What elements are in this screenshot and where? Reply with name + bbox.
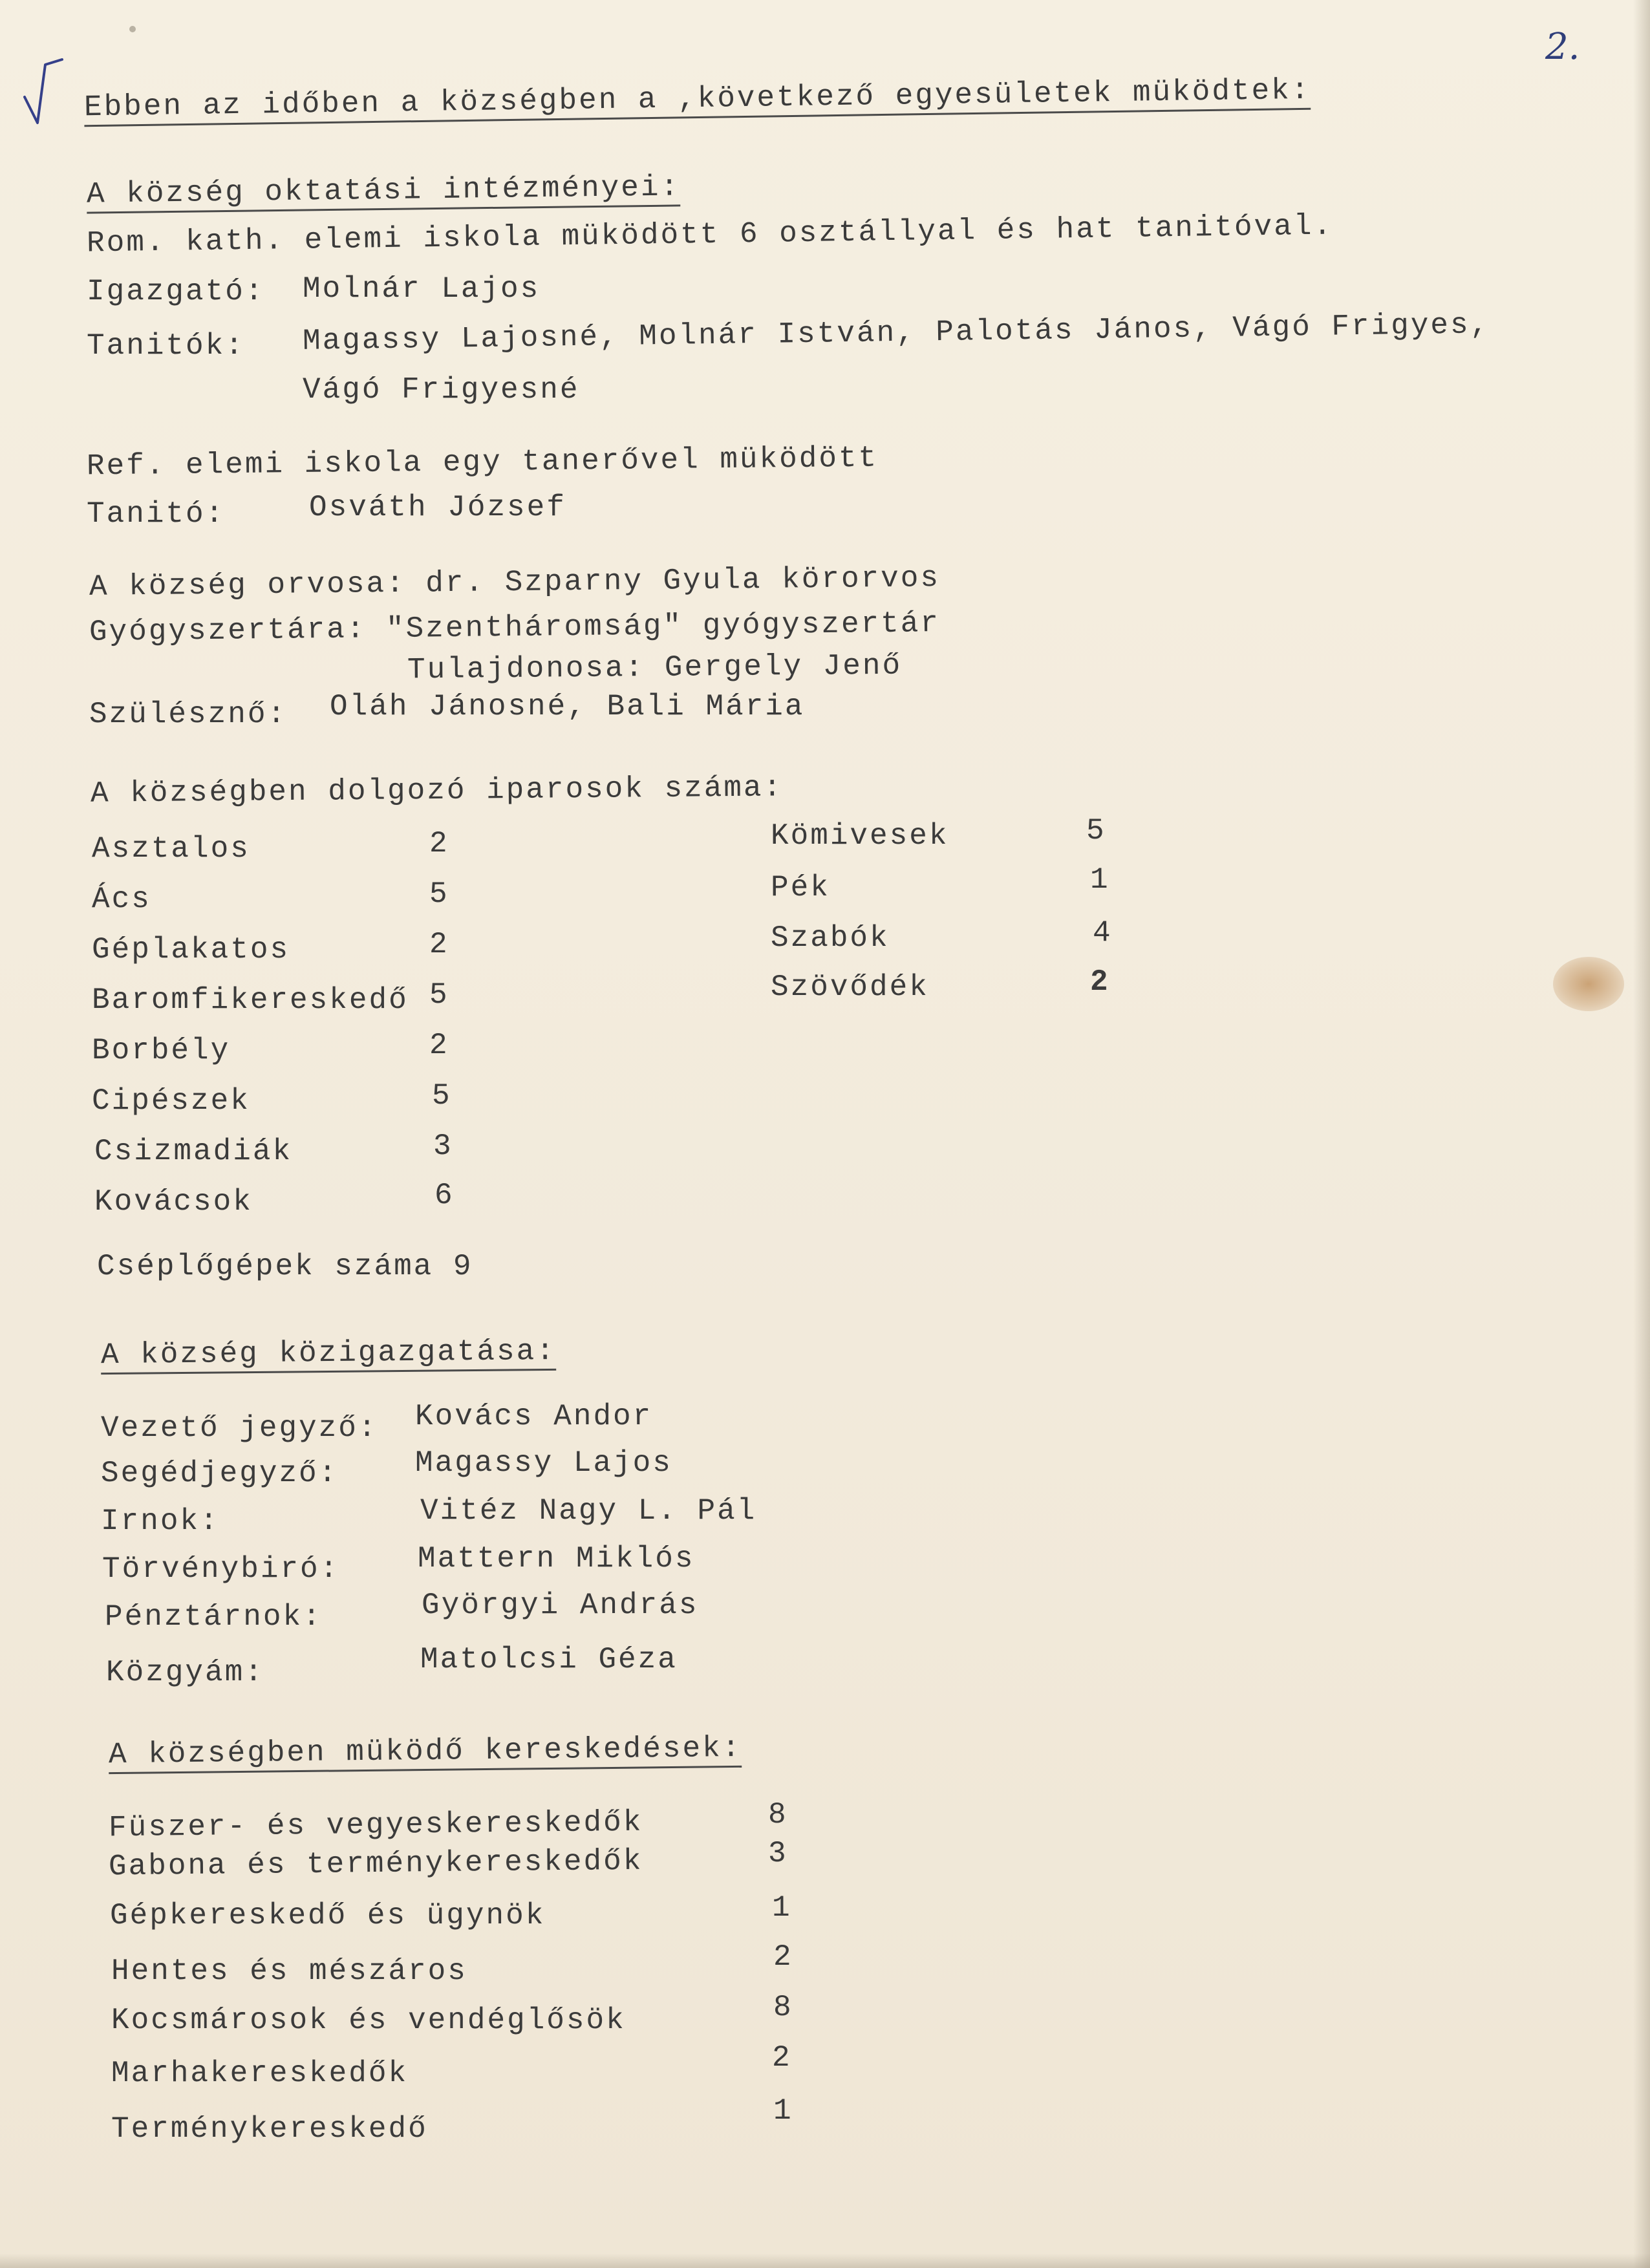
list-item-count: 1	[772, 1891, 790, 1925]
paper-edge-shadow	[1633, 0, 1650, 2268]
list-item-count: 5	[432, 1079, 450, 1113]
list-item-count: 1	[1090, 863, 1108, 897]
paper-bottom-shadow	[0, 2254, 1650, 2268]
list-item-count: 5	[1086, 814, 1104, 848]
list-item-count: 2	[773, 1940, 791, 1974]
table-row-role: Irnok:	[101, 1504, 220, 1538]
table-row-role: Törvénybiró:	[102, 1552, 340, 1586]
teacher-label: Tanitó:	[87, 497, 226, 531]
administration-heading: A község közigazgatása:	[101, 1336, 556, 1375]
list-item-count: 1	[773, 2094, 791, 2128]
list-item: Gabona és terménykereskedők	[108, 1844, 643, 1884]
list-item: Marhakereskedők	[111, 2057, 409, 2090]
table-row-name: Magassy Lajos	[415, 1446, 672, 1480]
list-item: Hentes és mészáros	[111, 1954, 467, 1988]
list-item: Baromfikereskedő	[92, 983, 409, 1017]
list-item: Szövődék	[771, 970, 929, 1004]
doctor-text: A község orvosa: dr. Szparny Gyula körorvos	[89, 561, 941, 604]
teachers-value-2: Vágó Frigyesné	[303, 373, 580, 407]
list-item: Kovácsok	[94, 1185, 253, 1219]
list-item-count: 2	[429, 1029, 447, 1062]
teachers-label: Tanitók:	[87, 329, 245, 363]
table-row-name: Kovács Andor	[415, 1400, 653, 1433]
education-heading: A község oktatási intézményei:	[87, 172, 681, 213]
list-item-count: 8	[773, 1991, 791, 2024]
rk-school-text: Rom. kath. elemi iskola müködött 6 osztállyal és hat tanitóval.	[86, 209, 1334, 261]
director-value: Molnár Lajos	[303, 272, 541, 306]
pharmacy-owner: Tulajdonosa: Gergely Jenő	[407, 648, 903, 687]
list-item-count: 4	[1093, 916, 1111, 950]
list-item: Kömivesek	[771, 819, 949, 853]
craftsmen-heading: A községben dolgozó iparosok száma:	[90, 771, 784, 811]
table-row-name: Vitéz Nagy L. Pál	[420, 1494, 757, 1528]
table-row-role: Pénztárnok:	[105, 1600, 323, 1634]
teachers-value-1: Magassy Lajosné, Molnár István, Palotás János, Vágó Frigyes,	[302, 308, 1490, 358]
list-item-count: 2	[429, 928, 447, 961]
list-item: Gépkereskedő és ügynök	[110, 1899, 546, 1932]
checkmark-icon	[19, 52, 65, 129]
list-item: Cipészek	[92, 1084, 250, 1118]
list-item: Szabók	[771, 921, 890, 955]
list-item: Csizmadiák	[94, 1135, 293, 1168]
table-row-role: Segédjegyző:	[101, 1457, 339, 1490]
threshers-count: Cséplőgépek száma 9	[97, 1250, 473, 1283]
pharmacy-text: Gyógyszertára: "Szentháromság" gyógyszertár	[89, 606, 941, 649]
list-item-count: 2	[772, 2041, 790, 2075]
director-label: Igazgató:	[87, 275, 265, 308]
list-item-count: 8	[768, 1798, 786, 1832]
list-item: Borbély	[92, 1034, 231, 1067]
paper-speck	[129, 26, 136, 32]
page-header: Ebben az időben a községben a ,következő egyesületek müködtek:	[84, 76, 1311, 127]
midwife-value: Oláh Jánosné, Bali Mária	[330, 690, 805, 723]
table-row-name: Györgyi András	[422, 1589, 699, 1622]
list-item: Terménykereskedő	[111, 2112, 428, 2146]
list-item-count: 5	[429, 877, 447, 911]
page-number: 2.	[1545, 26, 1580, 68]
teacher-value: Osváth József	[309, 491, 566, 524]
list-item-count: 3	[768, 1837, 786, 1870]
ref-school-text: Ref. elemi iskola egy tanerővel müködött	[86, 441, 879, 484]
list-item: Pék	[771, 871, 830, 904]
list-item-count: 2	[1090, 965, 1108, 999]
table-row-role: Közgyám:	[106, 1656, 264, 1689]
list-item: Füszer- és vegyeskereskedők	[108, 1805, 643, 1845]
list-item: Kocsmárosok és vendéglősök	[111, 2004, 626, 2037]
table-row-role: Vezető jegyző:	[101, 1411, 378, 1445]
table-row-name: Matolcsi Géza	[420, 1643, 678, 1676]
list-item-count: 3	[433, 1129, 451, 1163]
list-item-count: 6	[434, 1179, 453, 1212]
table-row-name: Mattern Miklós	[418, 1542, 695, 1576]
list-item: Asztalos	[92, 832, 250, 866]
list-item: Ács	[92, 883, 151, 916]
list-item-count: 2	[429, 827, 447, 861]
list-item: Géplakatos	[92, 933, 290, 967]
paper-stain	[1553, 957, 1624, 1011]
list-item-count: 5	[429, 978, 447, 1012]
trade-heading: A községben müködő kereskedések:	[109, 1733, 742, 1774]
midwife-label: Szülésznő:	[89, 698, 288, 731]
